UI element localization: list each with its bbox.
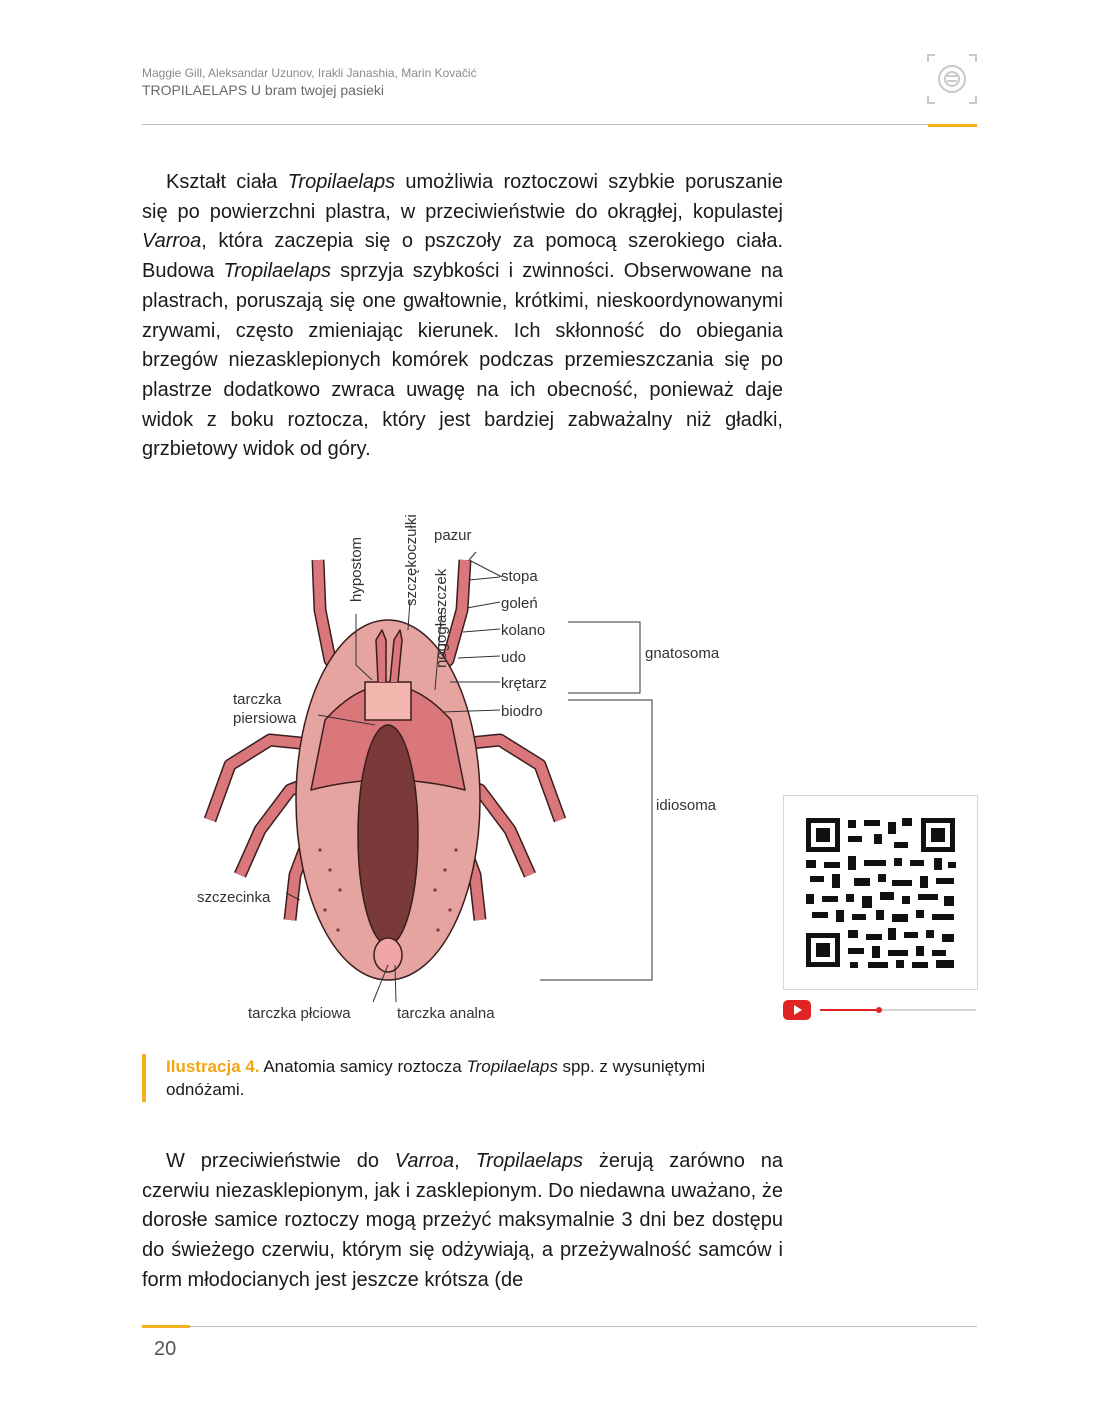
header-rule [142, 124, 977, 125]
youtube-play-icon[interactable] [783, 1000, 811, 1020]
label-tarczka-analna: tarczka analna [397, 1005, 495, 1022]
caption-accent-bar [142, 1054, 146, 1102]
label-gnatosoma: gnatosoma [645, 645, 720, 662]
label-pazur: pazur [434, 527, 472, 544]
footer-accent-bar [142, 1325, 190, 1328]
label-szczekoczulki: szczękoczułki [403, 514, 420, 606]
body-paragraph-1: Kształt ciała Tropilaelaps umożliwia roztoczowi szybkie poruszanie się po powierzchni plastra, w przeciwieństwie do okrągłej, kopulastej Varroa, która zaczepia się o pszczoły za pomocą szerokiego ciała. Budowa Tropilaelaps sprzyja szybkości i zwinności. Obserwowane na plastrach, poruszają się one gwałtownie, krótkimi, nieskoordynowanymi zrywami, często zmieniając kierunek. Ich skłonność do obiegania brzegów niezasklepionych komórek podczas przemieszczania się po plastrze dodatkowo zwraca uwagę na ich obecność, ponieważ daje widok z boku roztocza, który jest bardziej zabważalny niż gładki, grzbietowy widok od góry. [142, 171, 783, 461]
qr-code[interactable] [783, 795, 978, 990]
label-udo: udo [501, 649, 527, 666]
header-book-title: TROPILAELAPS U bram twojej pasieki [142, 82, 384, 98]
label-stopa: stopa [501, 568, 538, 585]
label-biodro: biodro [501, 703, 543, 720]
mite-anatomy-illustration [180, 490, 740, 1030]
body-paragraph-2: W przeciwieństwie do Varroa, Tropilaelaps żerują zarówno na czerwiu niezasklepionym, jak i zasklepionym. Do niedawna uważano, że dorosłe samice roztoczy mogą przeżyć maksymalnie 3 dni bez dostępu do świeżego czerwiu, którym się odżywiają, a przeżywalność samców i form młodocianych jest jeszcze krótsza (de [142, 1150, 784, 1291]
label-tarczka-piersiowa-1: tarczka [233, 691, 282, 708]
footer-rule [142, 1326, 977, 1327]
label-tarczka-piersiowa-2: piersiowa [233, 710, 297, 727]
video-progress-handle[interactable] [876, 1007, 882, 1013]
label-idiosoma: idiosoma [656, 797, 717, 814]
header-authors: Maggie Gill, Aleksandar Uzunov, Irakli Janashia, Marin Kovačić [142, 66, 477, 80]
label-hypostom: hypostom [348, 536, 365, 602]
label-kolano: kolano [501, 622, 546, 639]
label-kretarz: krętarz [501, 675, 547, 692]
label-golen: goleń [501, 595, 538, 612]
book-logo-icon [927, 54, 977, 104]
header-accent-bar [928, 124, 977, 127]
figure-caption: Ilustracja 4. Anatomia samicy roztocza Tropilaelaps spp. z wysuniętymi odnóżami. [166, 1057, 706, 1099]
label-nogoglaszczek: nogogłaszczek [433, 568, 450, 668]
video-progress-fill [820, 1009, 879, 1011]
page-number: 20 [154, 1338, 177, 1360]
label-szczecinka: szczecinka [197, 889, 271, 906]
label-tarczka-plciowa: tarczka płciowa [248, 1005, 351, 1022]
